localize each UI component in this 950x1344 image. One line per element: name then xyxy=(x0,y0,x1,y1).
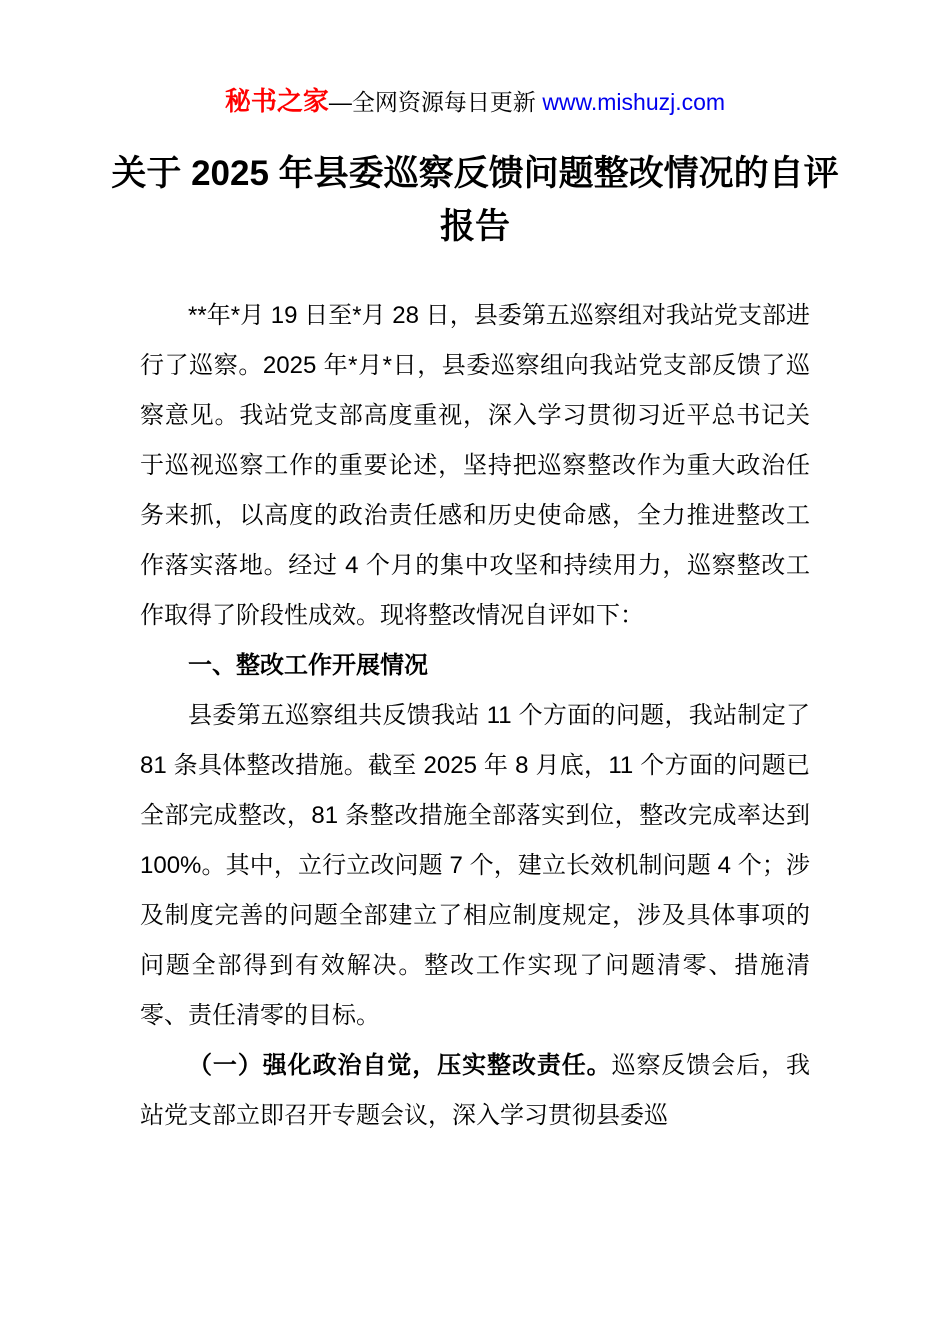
site-url-link[interactable]: www.mishuzj.com xyxy=(542,89,726,115)
document-title-line-2: 报告 xyxy=(439,207,510,246)
paragraph-text-run: 巡察反馈会后，我站党支部立即召开专题会议，深入学习贯彻县委巡 xyxy=(140,1052,811,1129)
paragraph-text-run: 县委第五巡察组共反馈我站 11 个方面的问题，我站制定了 81 条具体整改措施。截至 2025 年 8 月底，11 个方面的问题已全部完成整改，81 条整改措施全部落实到位，整改完成率达到 100%。其中，立行立改问题 7 个，建立长效机制问题 4 个；涉及制度完善的问题全部建立了相应制度规定，涉及具体事项的问题全部得到有效解决。整改工作实现了问题清零、措施清零、责任清零的目标。 xyxy=(140,702,810,1029)
site-name: 秘书之家 xyxy=(224,86,329,116)
paragraph xyxy=(140,641,810,691)
paragraph-text-run: **年*月 19 日至*月 28 日，县委第五巡察组对我站党支部进行了巡察。2025 年*月*日，县委巡察组向我站党支部反馈了巡察意见。我站党支部高度重视，深入学习贯彻习近平总书记关于巡视巡察工作的重要论述，坚持把巡察整改作为重大政治任务来抓，以高度的政治责任感和历史使命感，全力推进整改工作落实落地。经过 4 个月的集中攻坚和持续用力，巡察整改工作取得了阶段性成效。现将整改情况自评如下： xyxy=(140,302,810,629)
document-title xyxy=(0,147,950,253)
site-tagline: —全网资源每日更新 xyxy=(328,89,543,115)
document-title-line-1: 关于 2025 年县委巡察反馈问题整改情况的自评 xyxy=(111,154,839,193)
paragraph-bold-run: （一）强化政治自觉，压实整改责任。 xyxy=(188,1052,612,1079)
paragraph xyxy=(140,291,810,641)
paragraph xyxy=(140,691,810,1041)
site-header xyxy=(0,84,950,119)
document-body xyxy=(140,291,810,1141)
paragraph-bold-run: 一、整改工作开展情况 xyxy=(188,652,428,679)
paragraph xyxy=(140,1041,810,1141)
